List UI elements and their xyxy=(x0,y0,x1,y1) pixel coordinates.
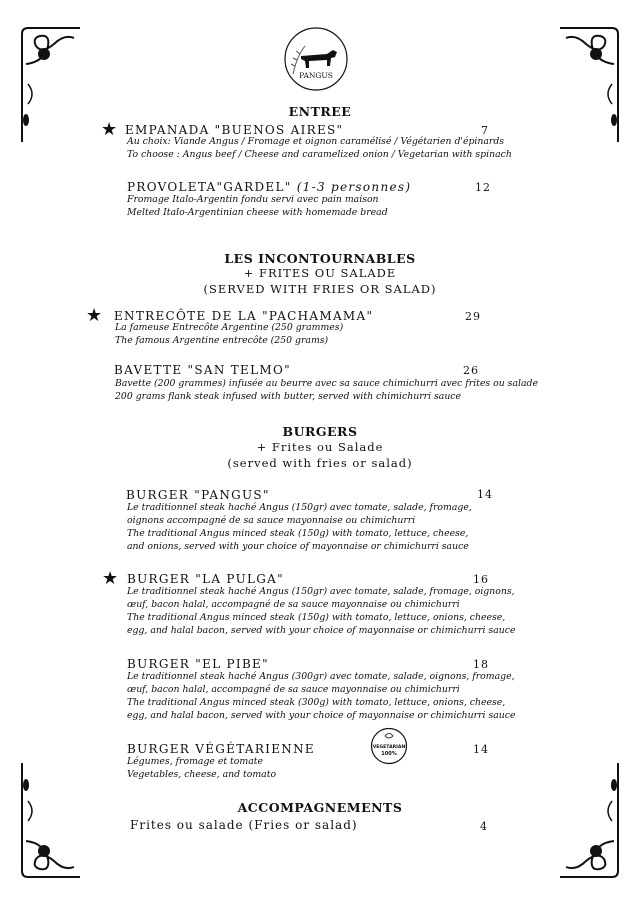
section-subtitle-en: (served with fries or salad) xyxy=(227,456,413,470)
item-desc-line: Le traditionnel steak haché Angus (150gr) avec tomate, salade, fromage, xyxy=(127,502,472,513)
item-price-empanada: 7 xyxy=(481,124,489,137)
item-desc-line: Melted Italo-Argentinian cheese with homemade bread xyxy=(127,207,388,218)
section-title-burgers: BURGERS xyxy=(282,424,358,439)
section-subtitle-fr: + FRITES OU SALADE xyxy=(243,266,397,280)
ornament-top-right xyxy=(556,24,626,144)
ornament-bottom-left xyxy=(14,761,84,881)
item-desc-line: oignons accompagné de sa sauce mayonnaise ou chimichurri xyxy=(127,515,416,526)
item-desc-line: Fromage Italo-Argentin fondu servi avec pain maison xyxy=(127,194,379,205)
ornament-bottom-right xyxy=(556,761,626,881)
item-name-burger-el-pibe: BURGER "EL PIBE" xyxy=(127,657,269,671)
item-price-burger-vegetarienne: 14 xyxy=(473,743,489,756)
item-desc-line: 200 grams flank steak infused with butter, served with chimichurri sauce xyxy=(115,391,462,402)
item-name-provoleta xyxy=(127,180,411,194)
section-title-accompagnements: ACCOMPAGNEMENTS xyxy=(237,800,403,815)
item-name-burger-la-pulga: BURGER "LA PULGA" xyxy=(127,572,284,586)
item-price-bavette: 26 xyxy=(463,364,479,377)
item-desc-line: To choose : Angus beef / Cheese and caramelized onion / Vegetarian with spinach xyxy=(127,149,512,160)
item-price-burger-pangus: 14 xyxy=(477,488,493,501)
item-desc-line: The traditional Angus minced steak (150g) with tomato, lettuce, cheese, xyxy=(127,528,469,539)
item-name-burger-vegetarienne: BURGER VÉGÉTARIENNE xyxy=(127,742,315,756)
item-desc-line: œuf, bacon halal, accompagné de sa sauce mayonnaise ou chimichurri xyxy=(127,684,460,695)
section-subtitle-fr: + Frites ou Salade xyxy=(256,440,384,454)
item-name-empanada: EMPANADA "BUENOS AIRES" xyxy=(125,123,344,137)
item-name-frites: Frites ou salade (Fries or salad) xyxy=(130,818,358,832)
item-desc-line: Le traditionnel steak haché Angus (300gr) avec tomate, salade, oignons, fromage, xyxy=(127,671,515,682)
logo-text: PANGUS xyxy=(299,71,333,80)
star-icon: ★ xyxy=(102,568,119,589)
ornament-top-left xyxy=(14,24,84,144)
item-name-provoleta-extra: (1-3 personnes) xyxy=(296,180,412,194)
item-price-provoleta: 12 xyxy=(475,181,491,194)
veg-badge-line2: 100% xyxy=(381,751,397,757)
item-price-burger-la-pulga: 16 xyxy=(473,573,489,586)
item-desc-line: Légumes, fromage et tomate xyxy=(127,756,263,767)
item-desc-line: œuf, bacon halal, accompagné de sa sauce mayonnaise ou chimichurri xyxy=(127,599,460,610)
item-desc-line: The traditional Angus minced steak (300g) with tomato, lettuce, onions, cheese, xyxy=(127,697,506,708)
item-desc-line: La fameuse Entrecôte Argentine (250 grammes) xyxy=(115,322,344,333)
item-desc-line: Bavette (200 grammes) infusée au beurre avec sa sauce chimichurri avec frites ou salade xyxy=(115,378,538,389)
item-desc-line: The traditional Angus minced steak (150g) with tomato, lettuce, onions, cheese, xyxy=(127,612,506,623)
item-price-burger-el-pibe: 18 xyxy=(473,658,489,671)
item-price-frites: 4 xyxy=(480,820,488,833)
item-desc-line: The famous Argentine entrecôte (250 grams) xyxy=(115,335,329,346)
star-icon: ★ xyxy=(101,119,118,140)
item-name-entrecote: ENTRECÔTE DE LA "PACHAMAMA" xyxy=(114,309,374,323)
item-name-bavette: BAVETTE "SAN TELMO" xyxy=(114,363,291,377)
pangus-logo xyxy=(283,26,349,92)
item-desc-line: egg, and halal bacon, served with your choice of mayonnaise or chimichurri sauce xyxy=(127,710,516,721)
item-desc-line: egg, and halal bacon, served with your choice of mayonnaise or chimichurri sauce xyxy=(127,625,516,636)
star-icon: ★ xyxy=(86,305,103,326)
item-desc-line: Au choix: Viande Angus / Fromage et oignon caramélisé / Végétarien d'épinards xyxy=(127,136,505,147)
item-name-provoleta-main: PROVOLETA"GARDEL" xyxy=(127,180,292,194)
item-price-entrecote: 29 xyxy=(465,310,481,323)
section-title-incontournables: LES INCONTOURNABLES xyxy=(224,251,416,266)
section-subtitle-en: (SERVED WITH FRIES OR SALAD) xyxy=(203,282,437,296)
section-title-entree: ENTREE xyxy=(288,104,352,119)
item-desc-line: and onions, served with your choice of mayonnaise or chimichurri sauce xyxy=(127,541,469,552)
veg-badge-line1: VEGETARIAN xyxy=(372,745,406,750)
vegetarian-badge-icon xyxy=(370,727,408,765)
item-desc-line: Vegetables, cheese, and tomato xyxy=(127,769,277,780)
item-name-burger-pangus: BURGER "PANGUS" xyxy=(126,488,270,502)
item-desc-line: Le traditionnel steak haché Angus (150gr) avec tomate, salade, fromage, oignons, xyxy=(127,586,515,597)
